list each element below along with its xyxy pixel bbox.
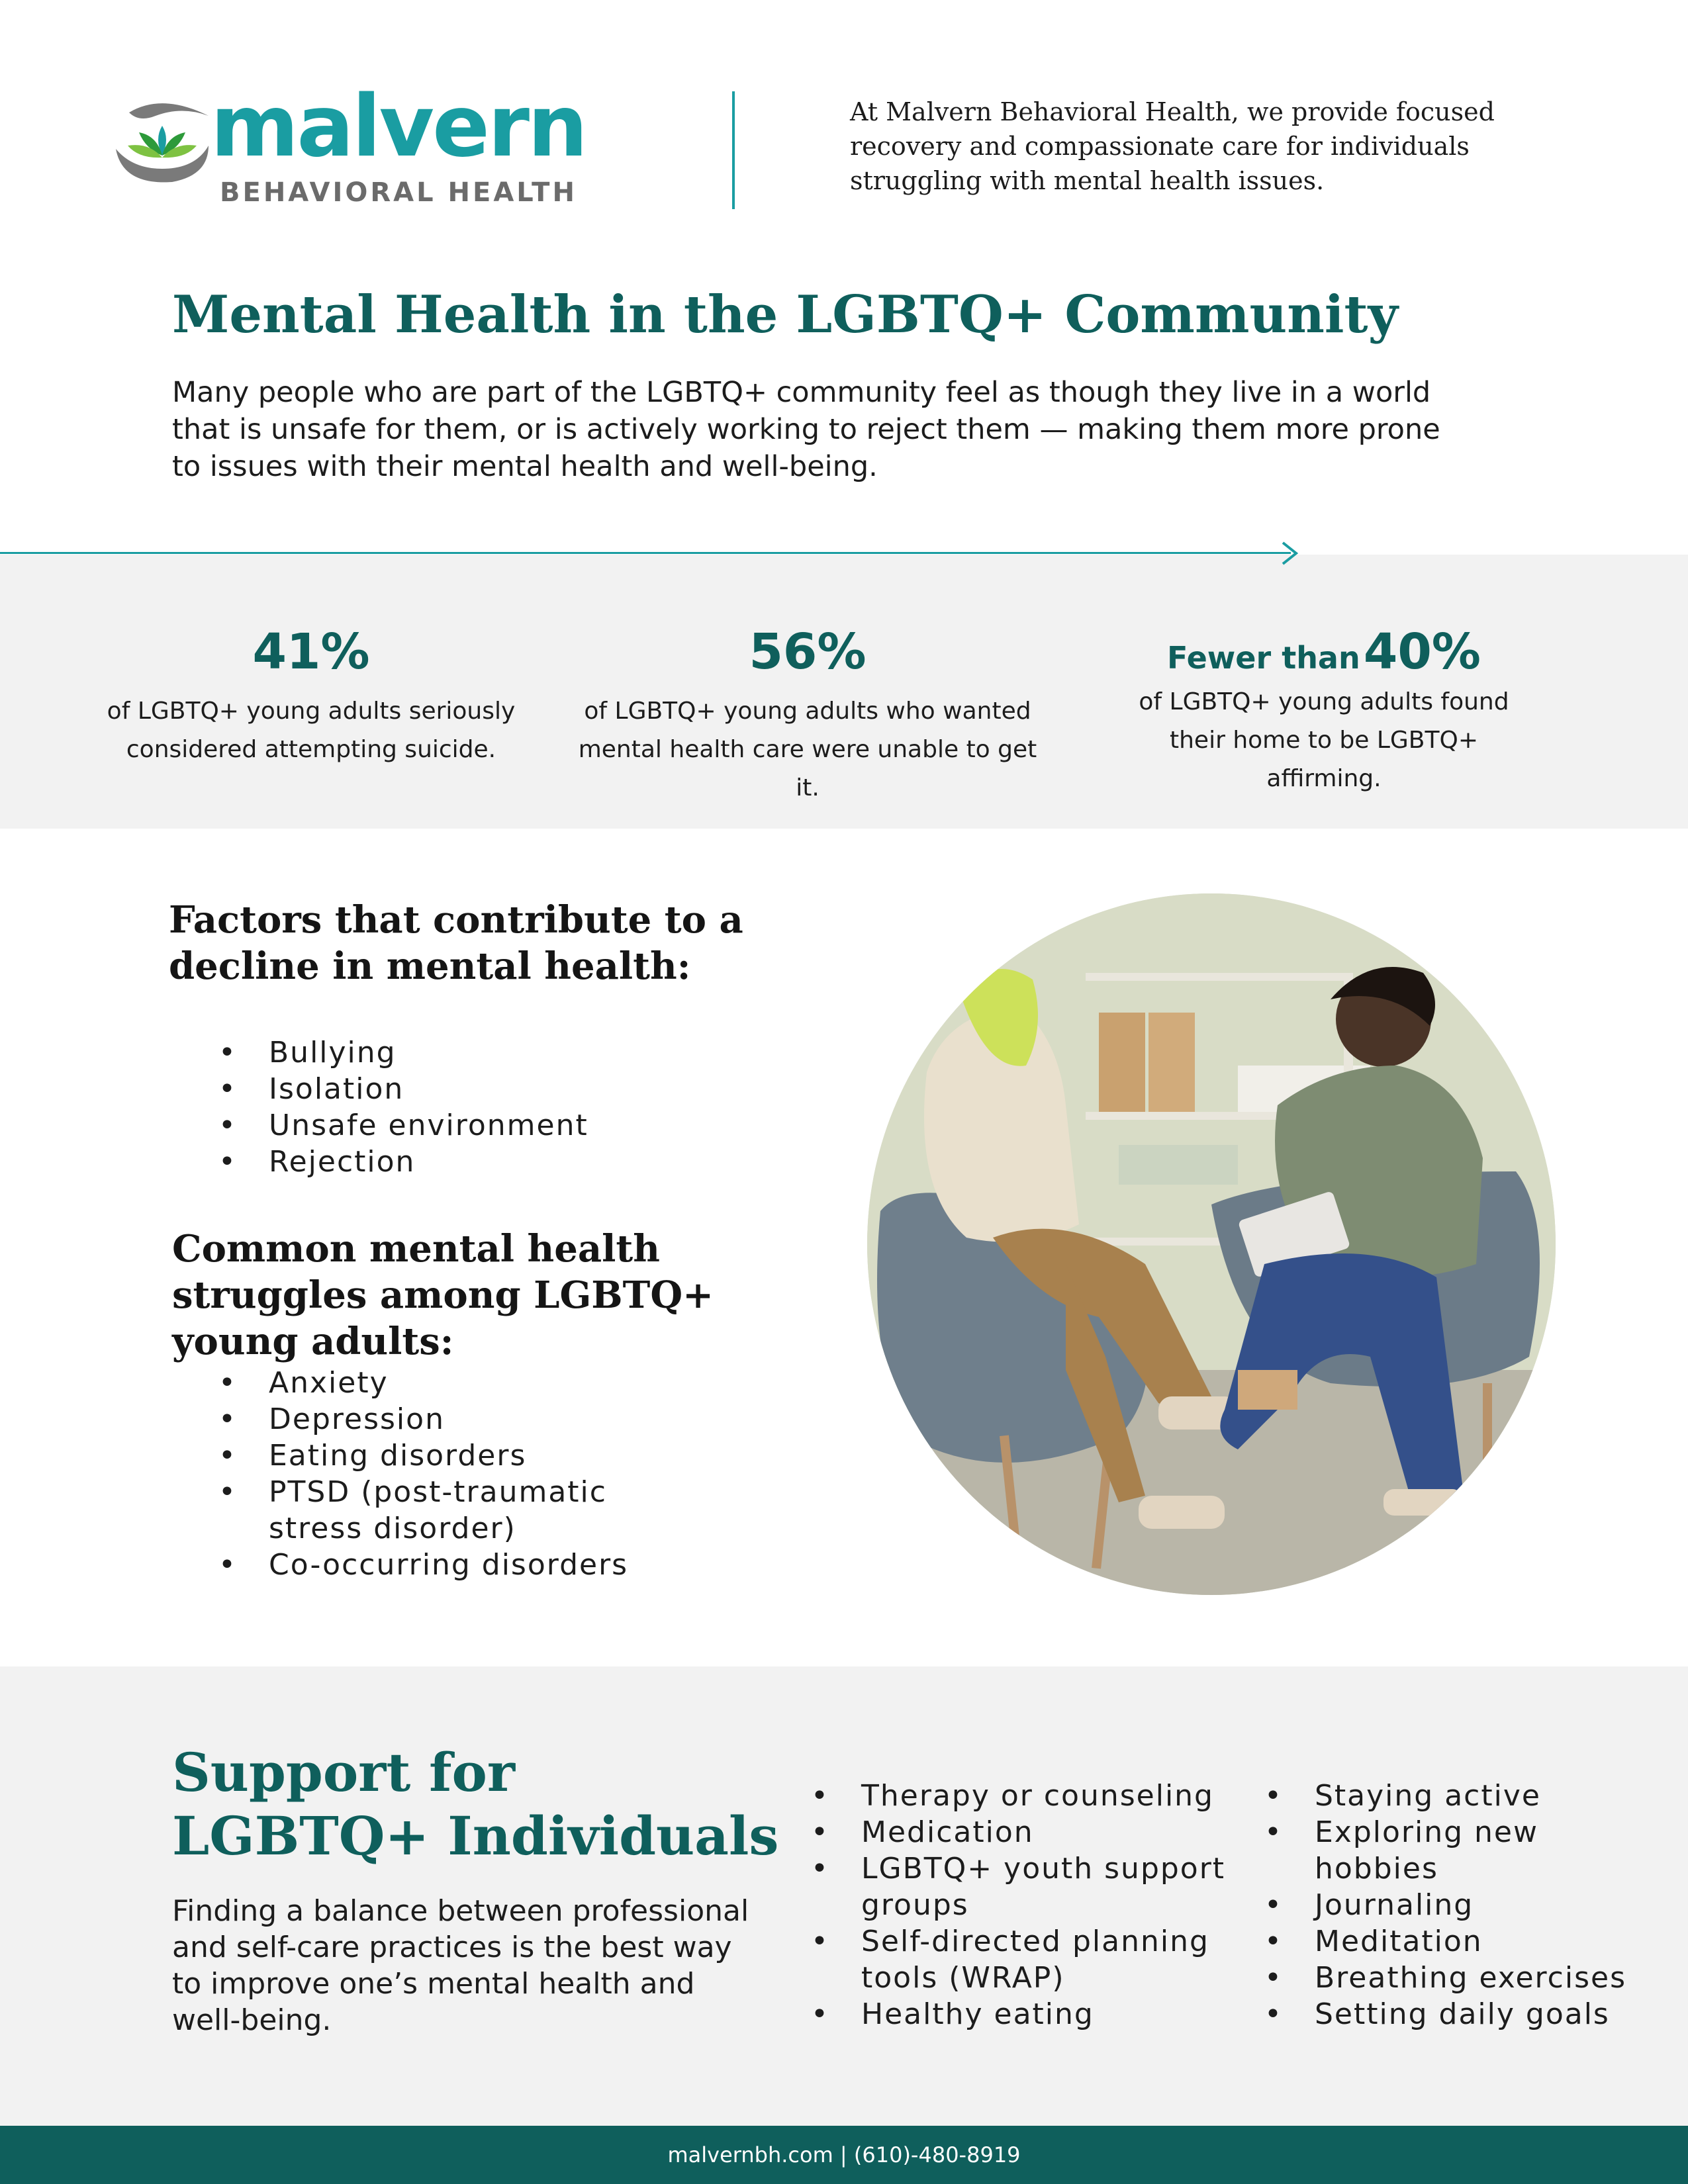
lead-paragraph: Many people who are part of the LGBTQ+ community feel as though they live in a world that is unsafe for them, or is actively working to reject them — making them more prone to issues with their mental health and well-being. <box>172 376 1440 483</box>
lotus-logo-icon <box>109 86 215 192</box>
stat-description: of LGBTQ+ young adults found their home to be LGBTQ+ affirming. <box>1139 688 1509 792</box>
list-item: • Isolation <box>218 1071 814 1107</box>
footer <box>0 2126 1688 2184</box>
factors-list <box>218 1034 814 1180</box>
list-item: • Eating disorders <box>218 1437 655 1474</box>
stat-description: of LGBTQ+ young adults seriously considered attempting suicide. <box>107 698 516 763</box>
list-item: • Healthy eating <box>811 1996 1248 2032</box>
list-item: • Therapy or counseling <box>811 1778 1248 1814</box>
list-item: • Rejection <box>218 1144 814 1180</box>
list-item: • LGBTQ+ youth support groups <box>811 1850 1248 1923</box>
footer-contact[interactable]: malvernbh.com | (610)-480-8919 <box>667 2142 1021 2167</box>
support-list-a <box>811 1778 1248 2032</box>
factors-heading: Factors that contribute to a decline in mental health: <box>169 898 743 988</box>
list-item: • Breathing exercises <box>1264 1960 1662 1996</box>
stat-card <box>1112 623 1536 798</box>
arrow-right-icon <box>1276 540 1303 567</box>
page-title: Mental Health in the LGBTQ+ Community <box>172 285 1398 345</box>
stat-value: 40% <box>1363 623 1481 680</box>
struggles-heading: Common mental health struggles among LGBTQ+ young adults: <box>172 1227 714 1363</box>
list-item: • Depression <box>218 1401 655 1437</box>
support-title <box>172 1741 778 1868</box>
struggles-list <box>218 1365 655 1583</box>
list-item: • Meditation <box>1264 1923 1662 1960</box>
stat-prefix: Fewer than <box>1167 640 1360 676</box>
brand-name: malvern <box>211 77 586 176</box>
list-item: • Medication <box>811 1814 1248 1850</box>
photo-illustration <box>867 893 1556 1595</box>
stat-headline <box>1112 623 1536 680</box>
stats-band <box>0 555 1688 829</box>
arrow-divider <box>0 552 1291 554</box>
list-item: • Setting daily goals <box>1264 1996 1662 2032</box>
list-item: • Journaling <box>1264 1887 1662 1923</box>
stat-card <box>106 623 516 769</box>
list-item: • Co-occurring disorders <box>218 1547 655 1583</box>
list-item: • Bullying <box>218 1034 814 1071</box>
stat-card <box>569 623 1046 807</box>
support-list-b <box>1264 1778 1662 2032</box>
stat-description: of LGBTQ+ young adults who wanted mental health care were unable to get it. <box>578 698 1037 801</box>
support-title-line: LGBTQ+ Individuals <box>172 1805 779 1867</box>
header-divider <box>732 91 735 209</box>
list-item: • Staying active <box>1264 1778 1662 1814</box>
list-item: • PTSD (post-traumatic stress disorder) <box>218 1474 655 1547</box>
stat-value: 41% <box>252 623 370 680</box>
brand-subtitle: BEHAVIORAL HEALTH <box>220 177 577 208</box>
list-item: • Unsafe environment <box>218 1107 814 1144</box>
stat-value: 56% <box>749 623 867 680</box>
list-item: • Anxiety <box>218 1365 655 1401</box>
intro-text: At Malvern Behavioral Health, we provide focused recovery and compassionate care for individuals struggling with mental health issues. <box>850 97 1495 195</box>
support-title-line: Support for <box>172 1741 516 1803</box>
list-item: • Self-directed planning tools (WRAP) <box>811 1923 1248 1996</box>
list-item: • Exploring new hobbies <box>1264 1814 1662 1887</box>
therapy-session-photo <box>867 893 1556 1595</box>
support-paragraph: Finding a balance between professional and self-care practices is the best way to improve one’s mental health and well-being. <box>172 1894 749 2037</box>
